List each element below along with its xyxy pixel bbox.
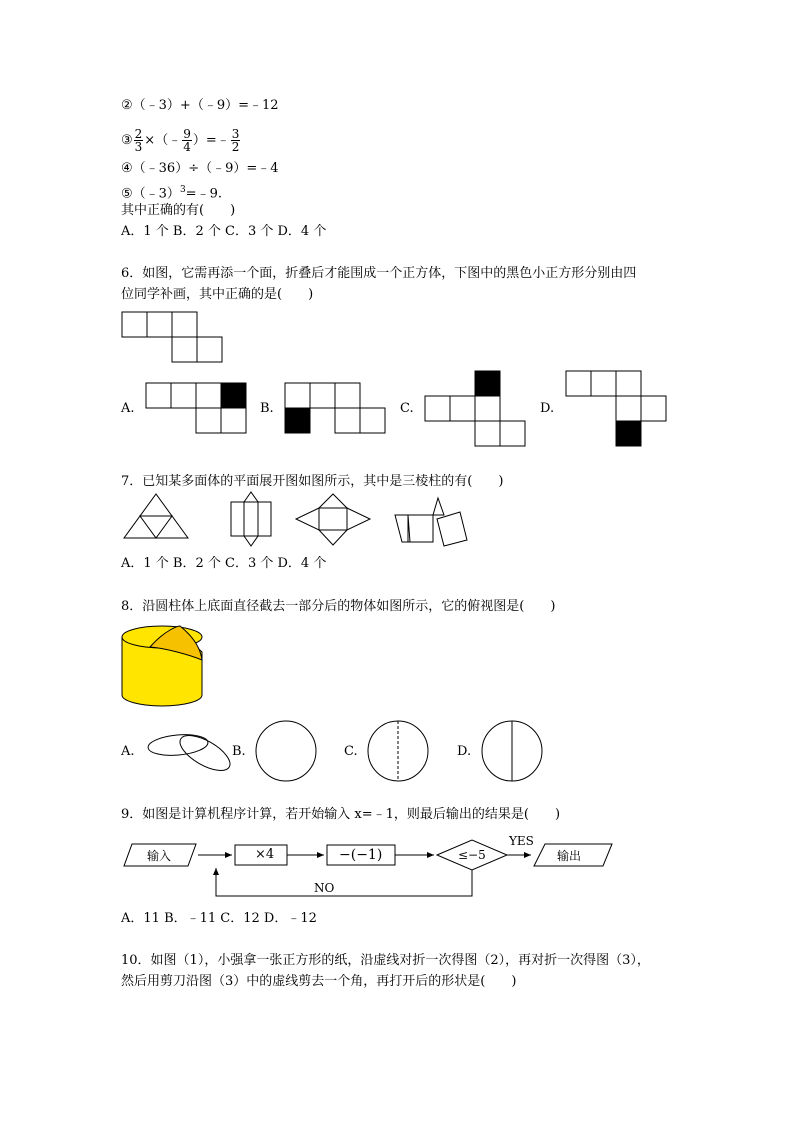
q7-options: A．1 个 B．2 个 C．3 个 D．4 个 <box>121 556 327 571</box>
q8-line1: 8．沿圆柱体上底面直径截去一部分后的物体如图所示，它的俯视图是( ) <box>121 599 556 614</box>
statement-4: ④（﹣36）÷（﹣9）=﹣4 <box>121 161 279 176</box>
flow-output-label: 输出 <box>557 849 582 863</box>
q8-label-b: B. <box>232 744 246 759</box>
q9-line1: 9．如图是计算机程序计算，若开始输入 x=﹣1，则最后输出的结果是( ) <box>121 807 561 822</box>
q10-line1: 10．如图（1），小强拿一张正方形的纸，沿虚线对折一次得图（2），再对折一次得图（3）， <box>121 953 650 968</box>
q9-options: A．11 B．﹣11 C．12 D．﹣12 <box>121 911 317 926</box>
q6-line1: 6．如图，它需再添一个面，折叠后才能围成一个正方体，下图中的黑色小正方形分别由四 <box>121 266 637 281</box>
q6-label-a: A. <box>121 401 135 416</box>
q6-label-c: C. <box>400 401 414 416</box>
flow-condition-label: ≤−5 <box>458 848 486 862</box>
q8-label-a: A. <box>121 744 135 759</box>
q6-label-b: B. <box>260 401 274 416</box>
q8-label-c: C. <box>344 744 358 759</box>
statement-2: ②（﹣3）+（﹣9）=﹣12 <box>121 98 279 113</box>
statement-3: ③ $\frac{2}{3}$ ×（﹣ $\frac{9}{4}$ ）=﹣ $\frac{3}{2}$ <box>121 127 240 154</box>
statement-5: ⑤（﹣3）$^3$=﹣9. <box>121 185 222 202</box>
q6-line2: 位同学补画，其中正确的是( ) <box>121 287 314 302</box>
question-prompt: 其中正确的有( ) <box>121 203 236 218</box>
flow-input-label: 输入 <box>147 849 172 863</box>
q7-line1: 7．已知某多面体的平面展开图如图所示，其中是三棱柱的有( ) <box>121 474 504 489</box>
q10-line2: 然后用剪刀沿图（3）中的虚线剪去一个角，再打开后的形状是( ) <box>121 974 517 989</box>
q8-label-d: D. <box>457 744 472 759</box>
flow-yes-label: YES <box>509 834 534 848</box>
flow-step2-label: −(−1) <box>339 847 383 863</box>
q6-label-d: D. <box>540 401 555 416</box>
flow-no-label: NO <box>314 881 335 895</box>
flow-step1-label: ×4 <box>255 847 275 862</box>
answer-options: A．1 个 B．2 个 C．3 个 D．4 个 <box>121 224 327 239</box>
